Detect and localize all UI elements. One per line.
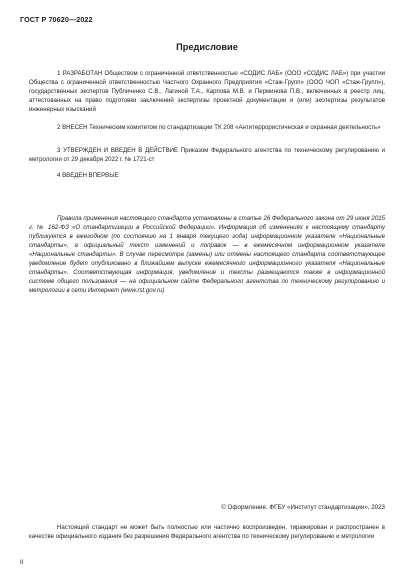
preface-item-3-text: 3 УТВЕРЖДЕН И ВВЕДЕН В ДЕЙСТВИЕ Приказом Федерального агентства по техническому регулированию и метрологии от 29 декабря 2022 г. № 1721-ст [29, 147, 385, 163]
preface-item-2 [29, 123, 385, 132]
application-rules-text: Правила применения настоящего стандарта установлены в статье 26 Федерального закона от 29 июня 2015 г. № 162-ФЗ «О стандартизации в Российской Федерации». Информация об изменениях к настоящему стандарту публикуется в ежегодном (по состоянию на 1 января текущего года) информационном указателе «Национальные стандарты», а официальный текст изменений и поправок — в ежемесячном информационном указателе «Национальные стандарты». В случае пересмотра (замены) или отмены настоящего стандарта соответствующее уведомление будет опубликовано в ближайшем выпуске ежемесячного информационного указателя «Национальные стандарты». Соответствующая информация, уведомление и тексты размещаются также в информационной системе общего пользования — на официальном сайте Федерального агентства по техническому регулированию и метрологии в сети Интернет (www.rst.gov.ru) [29, 215, 385, 294]
preface-item-3 [29, 146, 385, 164]
reproduction-notice [29, 523, 385, 541]
preface-item-4-text: 4 ВВЕДЕН ВПЕРВЫЕ [57, 172, 119, 179]
copyright-line: © Оформление. ФГБУ «Институт стандартизации», 2023 [221, 504, 385, 511]
page-number: II [20, 559, 24, 566]
preface-item-1-text: 1 РАЗРАБОТАН Обществом с ограниченной ответственностью «СОДИС ЛАБ» (ООО «СОДИС ЛАБ») при участии Общества с ограниченной ответственностью Частного Охранного Предприятия «Стаж-Групп» (ООО ЧОП «Стаж-Групп»), государственных экспертов Публиченко С.В., Лагиной Т.А., Карпова М.В. и Перминова П.В., включенных в реестр лиц, аттестованных на право подготовки заключений экспертизы проектной документации и (или) экспертизы результатов инженерных изысканий [29, 70, 385, 113]
preface-item-1 [29, 69, 385, 114]
standard-id-header: ГОСТ Р 70620—2022 [20, 15, 93, 24]
application-rules-block [29, 214, 385, 295]
preface-title: Предисловие [176, 42, 238, 52]
reproduction-notice-text: Настоящий стандарт не может быть полностью или частично воспроизведен, тиражирован и распространен в качестве официального издания без разрешения Федерального агентства по техническому регулированию и метрологии [29, 524, 385, 540]
preface-item-4 [29, 171, 385, 180]
preface-item-2-text: 2 ВНЕСЕН Техническим комитетом по стандартизации ТК 208 «Антитеррористическая и охранная деятельность» [57, 124, 381, 131]
